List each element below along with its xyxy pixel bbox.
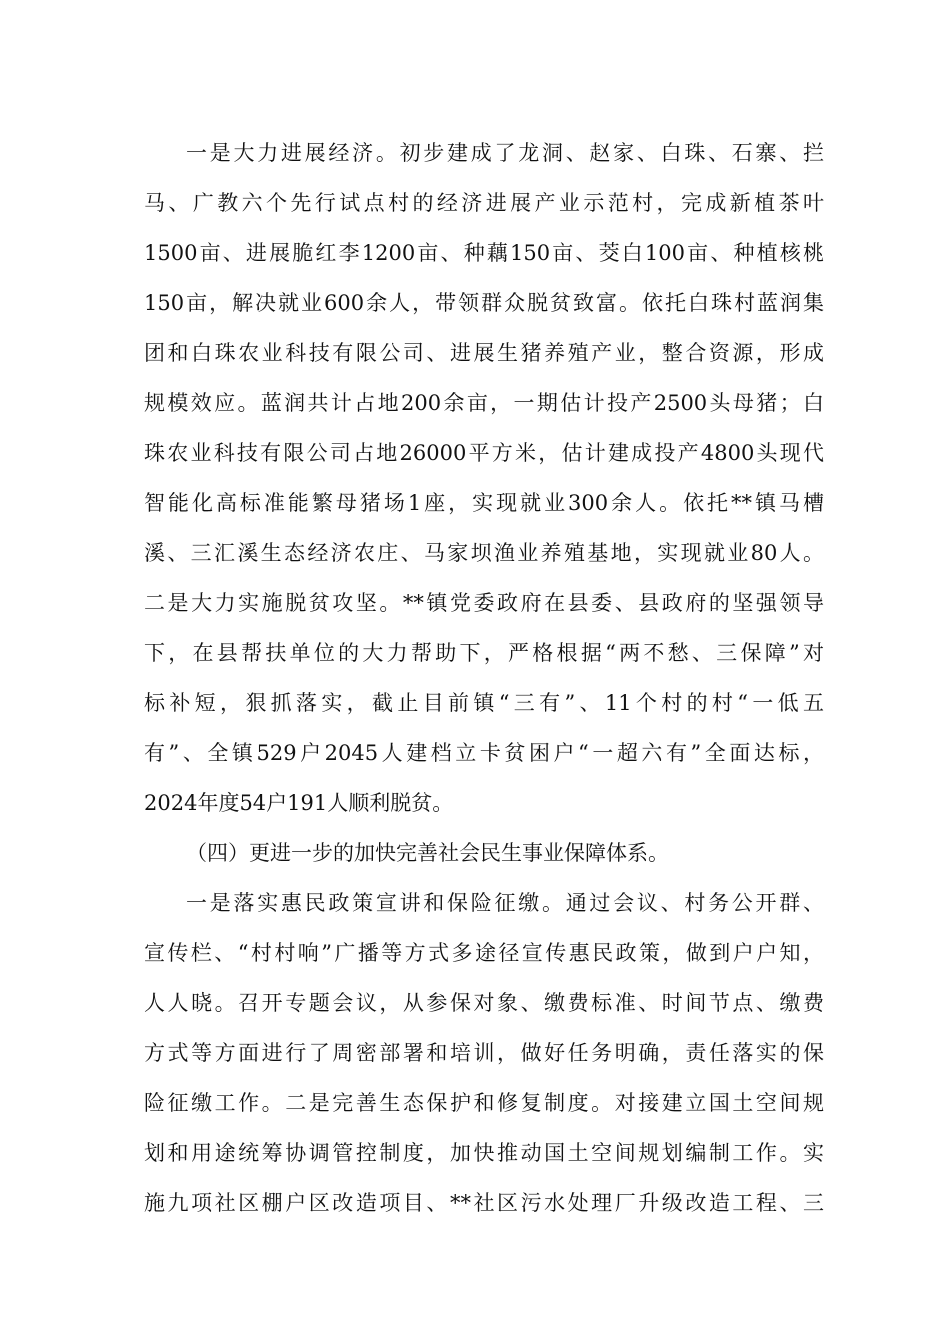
paragraph-2-line: 方式等方面进行了周密部署和培训，做好任务明确，责任落实的保 (144, 1041, 824, 1065)
paragraph-1-line: 马、广教六个先行试点村的经济进展产业示范村，完成新植茶叶 (144, 191, 824, 215)
paragraph-2-line: 施九项社区棚户区改造项目、**社区污水处理厂升级改造工程、三 (144, 1191, 824, 1215)
paragraph-1-line: 下，在县帮扶单位的大力帮助下，严格根据“两不愁、三保障”对 (144, 641, 824, 665)
paragraph-2-line: 一是落实惠民政策宣讲和保险征缴。通过会议、村务公开群、 (186, 891, 824, 915)
paragraph-1-line: 一是大力进展经济。初步建成了龙洞、赵家、白珠、石寨、拦 (186, 141, 824, 165)
paragraph-2-line: 险征缴工作。二是完善生态保护和修复制度。对接建立国土空间规 (144, 1091, 824, 1115)
paragraph-1-line: 智能化高标准能繁母猪场1座，实现就业300余人。依托**镇马槽 (144, 491, 824, 515)
paragraph-1-line: 2024年度54户191人顺利脱贫。 (144, 791, 454, 815)
paragraph-1-line: 溪、三汇溪生态经济农庄、马家坝渔业养殖基地，实现就业80人。 (144, 541, 824, 565)
section-heading: （四）更进一步的加快完善社会民生事业保障体系。 (186, 841, 669, 865)
paragraph-2-line: 划和用途统筹协调管控制度，加快推动国土空间规划编制工作。实 (144, 1141, 824, 1165)
paragraph-1-line: 有”、全镇529户2045人建档立卡贫困户“一超六有”全面达标， (144, 741, 824, 765)
paragraph-1-line: 二是大力实施脱贫攻坚。**镇党委政府在县委、县政府的坚强领导 (144, 591, 824, 615)
paragraph-2-line: 宣传栏、“村村响”广播等方式多途径宣传惠民政策，做到户户知， (144, 941, 824, 965)
paragraph-2-line: 人人晓。召开专题会议，从参保对象、缴费标准、时间节点、缴费 (144, 991, 824, 1015)
paragraph-1-line: 1500亩、进展脆红李1200亩、种藕150亩、茭白100亩、种植核桃 (144, 241, 824, 265)
paragraph-1-line: 珠农业科技有限公司占地26000平方米，估计建成投产4800头现代 (144, 441, 824, 465)
paragraph-1-line: 规模效应。蓝润共计占地200余亩，一期估计投产2500头母猪；白 (144, 391, 824, 415)
paragraph-1-line: 团和白珠农业科技有限公司、进展生猪养殖产业，整合资源，形成 (144, 341, 824, 365)
paragraph-1-line: 150亩，解决就业600余人，带领群众脱贫致富。依托白珠村蓝润集 (144, 291, 824, 315)
paragraph-1-line: 标补短，狠抓落实，截止目前镇“三有”、11个村的村“一低五 (144, 691, 824, 715)
